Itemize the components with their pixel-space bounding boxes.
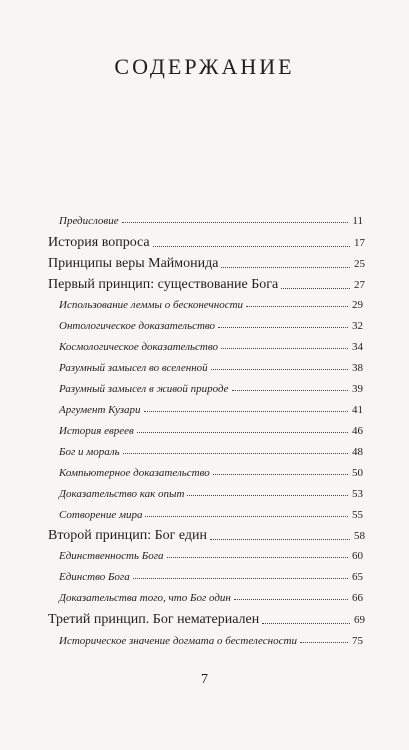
toc-entry-title: Третий принцип. Бог нематериален — [48, 612, 260, 627]
toc-entry — [59, 299, 363, 311]
toc-entry-page: 11 — [352, 215, 363, 227]
dot-leader — [218, 327, 348, 328]
toc-entry-page: 46 — [352, 425, 363, 437]
dot-leader — [246, 306, 348, 307]
dot-leader — [153, 246, 350, 247]
toc-entry — [59, 320, 363, 332]
toc-entry-title: Онтологическое доказательство — [59, 320, 216, 332]
toc-entry — [48, 612, 365, 628]
toc-entry — [59, 635, 363, 647]
dot-leader — [213, 474, 348, 475]
toc-entry — [59, 446, 363, 458]
toc-entry-page: 17 — [354, 237, 365, 249]
toc-entry — [59, 571, 363, 583]
toc-entry — [48, 277, 365, 293]
toc-entry — [59, 383, 363, 395]
toc-entry — [59, 592, 363, 604]
toc-entry — [59, 550, 363, 562]
toc-entry-title: Единственность Бога — [59, 550, 164, 562]
dot-leader — [221, 348, 348, 349]
toc-entry — [48, 528, 365, 544]
toc-entry-page: 38 — [352, 362, 363, 374]
toc-entry-page: 75 — [352, 635, 363, 647]
toc-entry-title: Принципы веры Маймонида — [48, 256, 219, 271]
toc-entry-page: 50 — [352, 467, 363, 479]
toc-entry-page: 29 — [352, 299, 363, 311]
toc-entry-page: 27 — [354, 279, 365, 291]
toc-entry-title: Второй принцип: Бог един — [48, 528, 208, 543]
toc-entry-page: 58 — [354, 530, 365, 542]
dot-leader — [144, 411, 348, 412]
toc-entry — [59, 341, 363, 353]
toc-entry — [59, 467, 363, 479]
toc-entry — [59, 362, 363, 374]
dot-leader — [187, 495, 348, 496]
toc-entry-page: 69 — [354, 614, 365, 626]
toc-entry-title: Единство Бога — [59, 571, 130, 583]
toc-entry — [59, 215, 363, 227]
toc-entry-title: История вопроса — [48, 235, 150, 250]
dot-leader — [210, 539, 350, 540]
dot-leader — [262, 623, 350, 624]
toc-entry-title: Доказательство как опыт — [59, 488, 185, 500]
toc-entry-title: Использование леммы о бесконечности — [59, 299, 244, 311]
dot-leader — [122, 222, 348, 223]
toc-entry-title: Предисловие — [59, 215, 119, 227]
page-title: СОДЕРЖАНИЕ — [114, 54, 295, 79]
toc-entry-page: 60 — [352, 550, 363, 562]
dot-leader — [167, 557, 349, 558]
dot-leader — [234, 599, 348, 600]
dot-leader — [232, 390, 348, 391]
toc-entry — [48, 235, 365, 251]
toc-entry-title: Аргумент Кузари — [59, 404, 141, 416]
page-number: 7 — [201, 672, 208, 687]
toc-entry-title: Разумный замысел в живой природе — [59, 383, 229, 395]
dot-leader — [123, 453, 348, 454]
dot-leader — [300, 642, 348, 643]
toc-entry-title: Доказательства того, что Бог один — [59, 592, 231, 604]
toc-entry-title: Историческое значение догмата о бестелесности — [59, 635, 297, 647]
dot-leader — [211, 369, 348, 370]
toc-entry-page: 32 — [352, 320, 363, 332]
toc-entry-page: 25 — [354, 258, 365, 270]
toc-entry-page: 39 — [352, 383, 363, 395]
dot-leader — [221, 267, 350, 268]
toc-entry-title: Компьютерное доказательство — [59, 467, 210, 479]
toc-entry — [59, 488, 363, 500]
toc-entry-page: 34 — [352, 341, 363, 353]
toc-entry — [59, 509, 363, 521]
dot-leader — [137, 432, 348, 433]
toc-entry-title: Космологическое доказательство — [59, 341, 219, 353]
toc-entry-page: 65 — [352, 571, 363, 583]
toc-entry-title: Бог и мораль — [59, 446, 120, 458]
toc-entry-title: Разумный замысел во вселенной — [59, 362, 208, 374]
dot-leader — [133, 578, 348, 579]
toc-entry-page: 48 — [352, 446, 363, 458]
dot-leader — [281, 288, 350, 289]
toc-entry-page: 53 — [352, 488, 363, 500]
toc-entry-page: 41 — [352, 404, 363, 416]
toc-entry — [59, 425, 363, 437]
toc-entry-page: 55 — [352, 509, 363, 521]
toc-entry — [59, 404, 363, 416]
dot-leader — [145, 516, 348, 517]
toc-entry-page: 66 — [352, 592, 363, 604]
toc-entry — [48, 256, 365, 272]
toc-entry-title: Первый принцип: существование Бога — [48, 277, 279, 292]
toc-entry-title: Сотворение мира — [59, 509, 143, 521]
toc-entry-title: История евреев — [59, 425, 134, 437]
